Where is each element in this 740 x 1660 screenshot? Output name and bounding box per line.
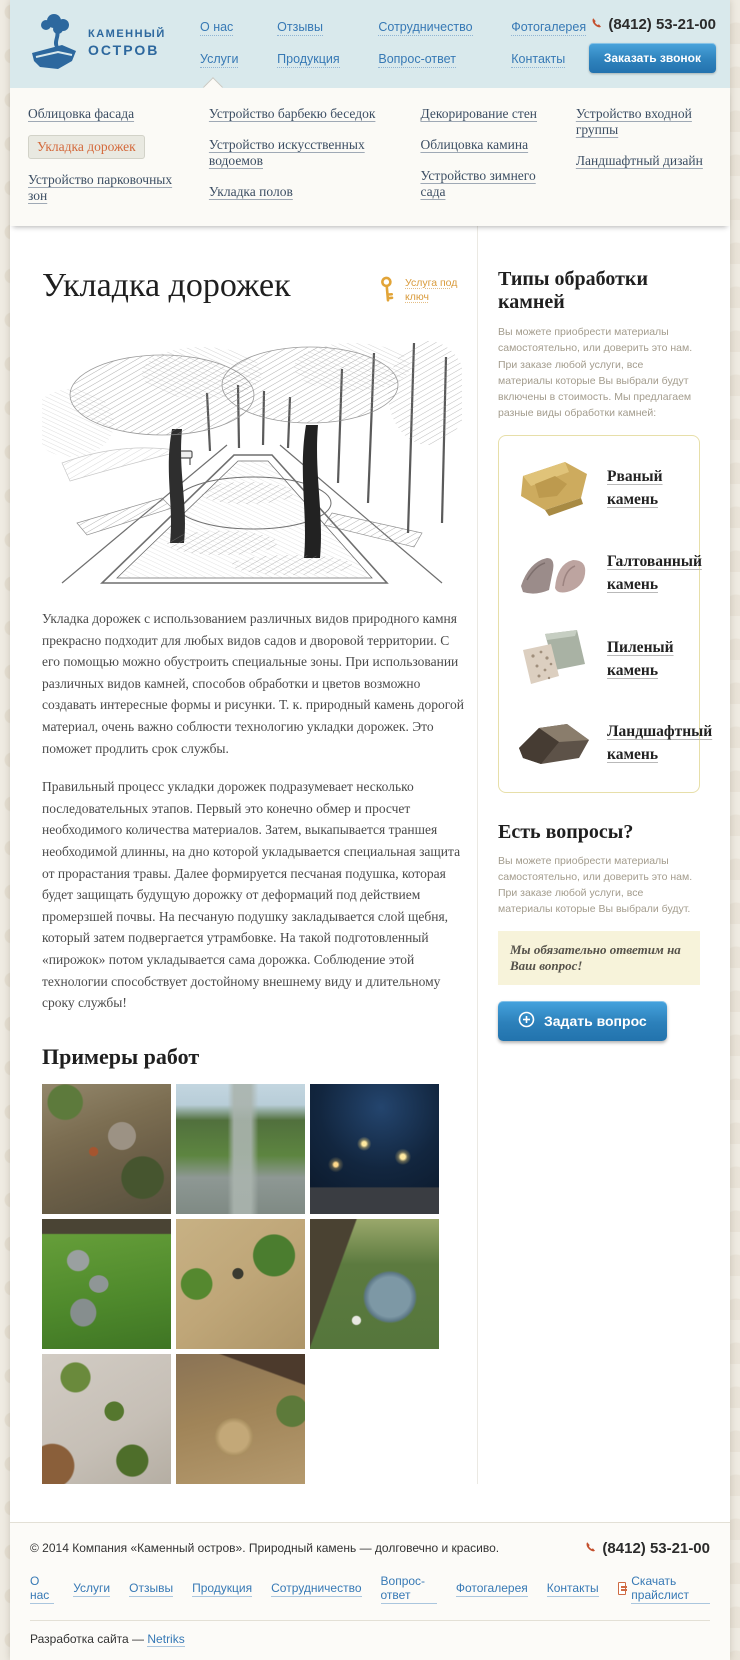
- logo-line2: ОСТРОВ: [88, 42, 160, 58]
- path-design-sketch: [42, 333, 467, 591]
- header-phone-number: (8412) 53-21-00: [608, 15, 716, 33]
- developer-link[interactable]: Netriks: [147, 1631, 185, 1646]
- gallery-photo-pebble-path[interactable]: [42, 1354, 171, 1484]
- phone-icon: [585, 1540, 597, 1557]
- download-pricelist-link[interactable]: Скачать прайслист: [631, 1574, 710, 1604]
- nav-reviews[interactable]: Отзывы: [277, 20, 323, 34]
- nav-about[interactable]: О нас: [200, 20, 234, 34]
- footer-link-reviews[interactable]: Отзывы: [129, 1580, 174, 1595]
- document-icon: [618, 1582, 627, 1595]
- main-column: [42, 226, 478, 1484]
- header-phone-block: [589, 16, 716, 73]
- submenu-item-winter-garden[interactable]: Устройство зимнего сада: [420, 168, 536, 199]
- footer-link-products[interactable]: Продукция: [192, 1580, 253, 1595]
- turnkey-service-link[interactable]: [374, 276, 467, 307]
- stone-type-torn[interactable]: [513, 458, 685, 520]
- logo-line1: КАМЕННЫЙ: [88, 28, 166, 41]
- torn-stone-icon: [513, 458, 595, 520]
- stone-type-sawn[interactable]: [513, 628, 685, 692]
- download-pricelist[interactable]: [618, 1574, 710, 1604]
- nav-faq[interactable]: Вопрос-ответ: [378, 52, 456, 66]
- stone-type-label: Пиленый камень: [607, 639, 674, 679]
- submenu-column-4: [576, 99, 712, 212]
- footer-link-about[interactable]: О нас: [30, 1574, 54, 1604]
- phone-icon: [591, 16, 603, 33]
- gallery-photo-cobblestone-path[interactable]: [176, 1219, 305, 1349]
- logo[interactable]: [28, 11, 186, 78]
- footer-phone-number: (8412) 53-21-00: [602, 1539, 710, 1557]
- questions-text: Вы можете приобрести материалы самостоятельно, или доверить это нам. При заказе любой услуги, все материалы которые Вы выбрали будут.: [498, 854, 693, 916]
- footer-phone: [585, 1540, 710, 1557]
- footer-link-cooperation[interactable]: Сотрудничество: [271, 1580, 362, 1595]
- gallery-photo-stone-steps[interactable]: [42, 1084, 171, 1214]
- main-nav: [200, 20, 589, 68]
- submenu-item-path-laying-active[interactable]: Укладка дорожек: [28, 135, 145, 159]
- questions-block: [498, 821, 700, 1041]
- nav-photogallery[interactable]: Фотогалерея: [511, 20, 587, 34]
- submenu-item-wall-decoration[interactable]: Декорирование стен: [420, 106, 538, 121]
- developer-row: [30, 1620, 710, 1660]
- stone-type-landscape[interactable]: [513, 718, 713, 770]
- stone-type-label: Ландшафтный камень: [607, 723, 713, 763]
- submenu-item-facade-cladding[interactable]: Облицовка фасада: [28, 106, 135, 121]
- submenu-column-3: [420, 99, 549, 212]
- site-footer: [10, 1522, 730, 1660]
- tumbled-stone-icon: [513, 546, 595, 602]
- footer-link-faq[interactable]: Вопрос-ответ: [381, 1574, 437, 1604]
- questions-title: Есть вопросы?: [498, 820, 634, 843]
- nav-cooperation[interactable]: Сотрудничество: [378, 20, 473, 34]
- page-title: Укладка дорожек: [42, 267, 291, 304]
- nav-products[interactable]: Продукция: [277, 52, 340, 66]
- gallery-photo-garden-path[interactable]: [176, 1084, 305, 1214]
- order-call-button[interactable]: Заказать звонок: [589, 43, 716, 73]
- submenu-item-fireplace-cladding[interactable]: Облицовка камина: [420, 137, 529, 152]
- submenu-item-entrance-group[interactable]: Устройство входной группы: [575, 106, 692, 137]
- gallery-photo-night-lighting[interactable]: [310, 1084, 439, 1214]
- content-area: [10, 226, 730, 1522]
- process-paragraph: Правильный процесс укладки дорожек подразумевает несколько последовательных этапов. Первый это конечно обмер и просчет необходимого количества материалов. Затем, выкапывается траншея необходимой длинны, на дно которой укладывается специальная защита от прорастания травы. Далее формируется песчаная подушка, которая будет защищать будущую дорожку от деформаций под действием промерзшей почвы. На песчаную подушку закладывается слой щебня, который затем подвергается утрамбовке. На такой подготовленный «пирожок» потом укладывается сама дорожка. Соблюдение этой технологии способствует достойному внешнему виду и длительному сроку службы!: [42, 779, 461, 1011]
- header-phone: [591, 16, 716, 33]
- turnkey-label: Услуга под ключ: [405, 277, 458, 304]
- footer-link-photogallery[interactable]: Фотогалерея: [455, 1580, 528, 1595]
- landscape-stone-icon: [513, 718, 595, 770]
- intro-paragraph: Укладка дорожек с использованием различных видов природного камня прекрасно подходит для любых видов садов и дворовой территории. С его помощью можно обустроить специальные зоны. При использовании различных видов камней, способов обработки и цветов возможно создавать интересные формы и рисунки. Т. к. природный камень дорогой материал, очень важно соблюсти технологию укладки дорожек. Это поможет продлить срок службы.: [42, 611, 464, 756]
- gallery-photo-paved-yard[interactable]: [176, 1354, 305, 1484]
- sidebar: [478, 226, 713, 1484]
- gallery-photo-stepping-stones[interactable]: [42, 1219, 171, 1349]
- submenu-item-parking-zones[interactable]: Устройство парковочных зон: [28, 172, 173, 203]
- nav-services[interactable]: Услуги: [200, 52, 239, 66]
- nav-contacts[interactable]: Контакты: [511, 52, 566, 66]
- ask-question-button[interactable]: [498, 1001, 667, 1041]
- examples-gallery: [42, 1084, 467, 1484]
- logo-text: [88, 28, 166, 60]
- stone-type-tumbled[interactable]: [513, 546, 702, 602]
- footer-link-services[interactable]: Услуги: [73, 1580, 111, 1595]
- sawn-stone-icon: [513, 628, 595, 692]
- submenu-item-landscape-design[interactable]: Ландшафтный дизайн: [575, 153, 703, 168]
- stone-types-title: Типы обработки камней: [498, 268, 648, 313]
- footer-links-row: [30, 1574, 710, 1604]
- services-submenu: [10, 88, 730, 226]
- developer-prefix: Разработка сайта —: [30, 1631, 145, 1646]
- title-row: [42, 268, 467, 307]
- stone-island-logo-icon: [28, 11, 80, 78]
- copyright-text: © 2014 Компания «Каменный остров». Природный камень — долговечно и красиво.: [30, 1541, 500, 1556]
- submenu-column-1: [28, 99, 183, 212]
- plus-circle-icon: [518, 1011, 535, 1031]
- stone-type-label: Галтованный камень: [607, 553, 702, 593]
- site-header: [10, 0, 730, 88]
- submenu-item-ponds[interactable]: Устройство искусственных водоемов: [208, 137, 365, 168]
- submenu-item-barbecue[interactable]: Устройство барбекю беседок: [208, 106, 376, 121]
- ask-question-label: Задать вопрос: [544, 1012, 647, 1029]
- stone-types-intro: Вы можете приобрести материалы самостоятельно, или доверить это нам. При заказе любой услуги, все материалы которые Вы выбрали будут включены в стоимость. Мы предлагаем разные виды обработки камней:: [498, 326, 693, 420]
- submenu-column-2: [209, 99, 395, 212]
- examples-title: Примеры работ: [42, 1043, 200, 1069]
- page-container: [10, 0, 730, 1660]
- gallery-photo-garden-pond[interactable]: [310, 1219, 439, 1349]
- footer-top-row: [30, 1540, 710, 1557]
- answer-note: Мы обязательно ответим на Ваш вопрос!: [498, 931, 700, 985]
- key-icon: [374, 276, 400, 307]
- submenu-item-floor-laying[interactable]: Укладка полов: [208, 184, 293, 199]
- stone-types-box: [498, 435, 713, 793]
- footer-link-contacts[interactable]: Контакты: [546, 1580, 599, 1595]
- stone-type-label: Рваный камень: [607, 468, 663, 508]
